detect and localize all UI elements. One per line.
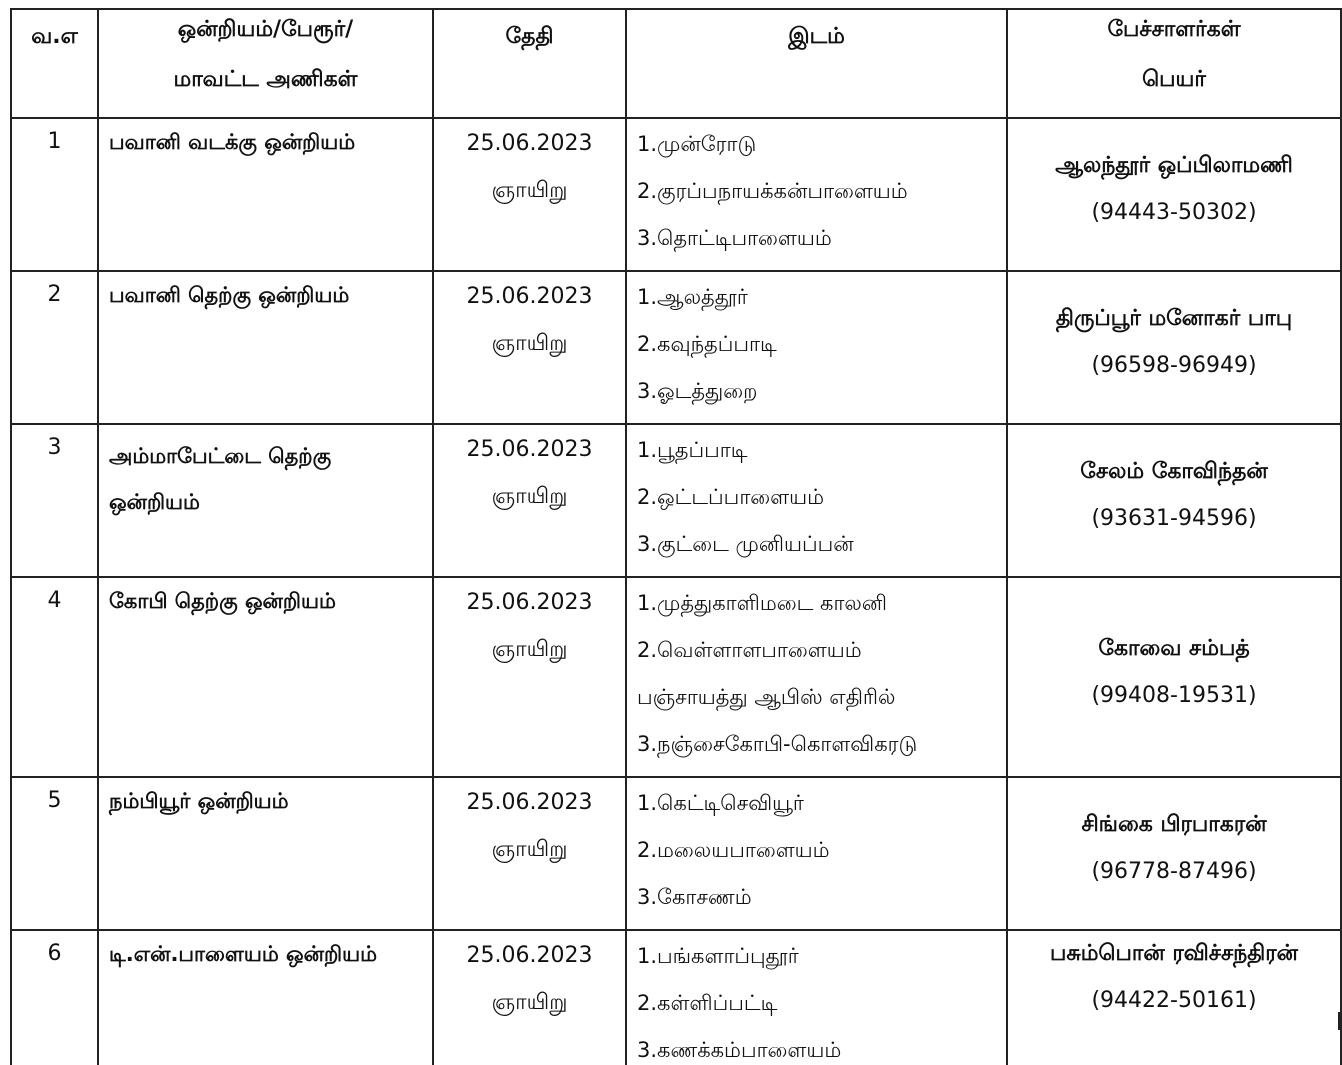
date-cell — [433, 118, 626, 271]
table-row — [11, 118, 1341, 271]
speaker-cell — [1007, 777, 1341, 930]
date-cell — [433, 577, 626, 777]
speaker-phone: (94422-50161) — [1091, 988, 1257, 1013]
union-cell — [98, 271, 433, 424]
speaker-phone: (96778-87496) — [1091, 859, 1257, 884]
header-place — [626, 9, 1007, 118]
day-value: ஞாயிறு — [491, 484, 568, 509]
column-divider — [1338, 1012, 1340, 1030]
date-value: 25.06.2023 — [466, 284, 593, 309]
header-row — [11, 9, 1341, 118]
day-value: ஞாயிறு — [491, 178, 568, 203]
union-cell — [98, 118, 433, 271]
date-cell — [433, 271, 626, 424]
place-item: 2.கவுந்தப்பாடி — [637, 332, 777, 356]
speaker-name: திருப்பூர் மனோகர் பாபு — [1055, 306, 1293, 331]
schedule-table — [10, 8, 1342, 1065]
date-cell — [433, 930, 626, 1065]
table-row — [11, 777, 1341, 930]
union-name: அம்மாபேட்டை தெற்கு ஒன்றியம் — [109, 444, 332, 514]
header-place-text: இடம் — [788, 24, 845, 49]
date-cell — [433, 424, 626, 577]
header-speakers-line1: பேச்சாளர்கள் — [1107, 17, 1241, 42]
header-speakers-line2: பெயர் — [1142, 67, 1206, 92]
place-item: 2.வெள்ளாளபாளையம் — [637, 638, 862, 662]
day-value: ஞாயிறு — [491, 990, 568, 1015]
serial-cell: 2 — [11, 271, 98, 424]
union-name: கோபி தெற்கு ஒன்றியம் — [109, 589, 336, 613]
table-row — [11, 930, 1341, 1065]
header-serial — [11, 9, 98, 118]
union-name: பவானி தெற்கு ஒன்றியம் — [109, 283, 350, 307]
header-speakers — [1007, 9, 1341, 118]
serial-cell: 6 — [11, 930, 98, 1065]
place-cell — [626, 424, 1007, 577]
day-value: ஞாயிறு — [491, 837, 568, 862]
table-row — [11, 577, 1341, 777]
place-item: பஞ்சாயத்து ஆபிஸ் எதிரில் — [637, 685, 896, 709]
table-row — [11, 424, 1341, 577]
speaker-name: சேலம் கோவிந்தன் — [1080, 459, 1268, 484]
place-item: 1.பங்களாப்புதூர் — [637, 944, 799, 968]
place-cell — [626, 577, 1007, 777]
place-item: 3.கோசணம் — [637, 885, 752, 909]
union-name: நம்பியூர் ஒன்றியம் — [109, 789, 289, 813]
place-cell — [626, 271, 1007, 424]
cut-off-row — [10, 1012, 1340, 1030]
column-divider — [10, 1012, 12, 1030]
header-date — [433, 9, 626, 118]
place-item: 2.கள்ளிப்பட்டி — [637, 991, 778, 1015]
column-divider — [625, 1012, 627, 1030]
table-row — [11, 271, 1341, 424]
place-item: 3.நஞ்சைகோபி-கொளவிகரடு — [637, 732, 918, 756]
place-cell — [626, 777, 1007, 930]
place-item: 1.ஆலத்தூர் — [637, 285, 748, 309]
union-cell — [98, 777, 433, 930]
header-date-text: தேதி — [505, 24, 554, 49]
union-name: பவானி வடக்கு ஒன்றியம் — [109, 130, 356, 154]
speaker-cell — [1007, 424, 1341, 577]
speaker-phone: (99408-19531) — [1091, 682, 1257, 708]
day-value: ஞாயிறு — [491, 637, 568, 662]
day-value: ஞாயிறு — [491, 331, 568, 356]
date-value: 25.06.2023 — [466, 131, 593, 156]
place-item: 3.கணக்கம்பாளையம் — [637, 1038, 842, 1062]
place-item: 3.குட்டை முனியப்பன் — [637, 532, 854, 556]
union-cell — [98, 424, 433, 577]
header-union-line2: மாவட்ட அணிகள் — [173, 67, 358, 92]
header-serial-text: வ.எ — [31, 24, 78, 49]
date-value: 25.06.2023 — [466, 943, 593, 968]
date-value: 25.06.2023 — [466, 790, 593, 815]
place-item: 2.மலையபாளையம் — [637, 838, 830, 862]
speaker-name: ஆலந்தூர் ஒப்பிலாமணி — [1055, 153, 1293, 178]
place-item: 3.தொட்டிபாளையம் — [637, 226, 832, 250]
speaker-cell — [1007, 577, 1341, 777]
serial-cell: 5 — [11, 777, 98, 930]
place-item: 1.முன்ரோடு — [637, 132, 757, 156]
place-cell — [626, 118, 1007, 271]
union-cell — [98, 577, 433, 777]
date-value: 25.06.2023 — [466, 437, 593, 462]
header-union — [98, 9, 433, 118]
place-item: 2.ஒட்டப்பாளையம் — [637, 485, 825, 509]
place-item: 1.முத்துகாளிமடை காலனி — [637, 591, 887, 615]
place-item: 1.பூதப்பாடி — [637, 438, 748, 462]
speaker-phone: (94443-50302) — [1091, 200, 1257, 225]
speaker-name: சிங்கை பிரபாகரன் — [1081, 812, 1267, 837]
place-item: 2.குரப்பநாயக்கன்பாளையம் — [637, 179, 908, 203]
serial-cell: 3 — [11, 424, 98, 577]
place-item: 1.கெட்டிசெவியூர் — [637, 791, 804, 815]
column-divider — [1006, 1012, 1008, 1030]
header-union-line1: ஒன்றியம்/பேரூர்/ — [177, 17, 354, 42]
place-cell — [626, 930, 1007, 1065]
speaker-name: கோவை சம்பத் — [1098, 635, 1250, 661]
union-name: டி.என்.பாளையம் ஒன்றியம் — [109, 942, 377, 966]
place-item: 3.ஓடத்துறை — [637, 379, 758, 403]
date-value: 25.06.2023 — [466, 590, 593, 615]
speaker-phone: (96598-96949) — [1091, 353, 1257, 378]
speaker-phone: (93631-94596) — [1091, 506, 1257, 531]
speaker-name: பசும்பொன் ரவிச்சந்திரன் — [1049, 941, 1298, 966]
column-divider — [432, 1012, 434, 1030]
speaker-cell — [1007, 118, 1341, 271]
serial-cell: 4 — [11, 577, 98, 777]
speaker-cell — [1007, 271, 1341, 424]
column-divider — [97, 1012, 99, 1030]
union-cell — [98, 930, 433, 1065]
serial-cell: 1 — [11, 118, 98, 271]
date-cell — [433, 777, 626, 930]
speaker-cell — [1007, 930, 1341, 1065]
